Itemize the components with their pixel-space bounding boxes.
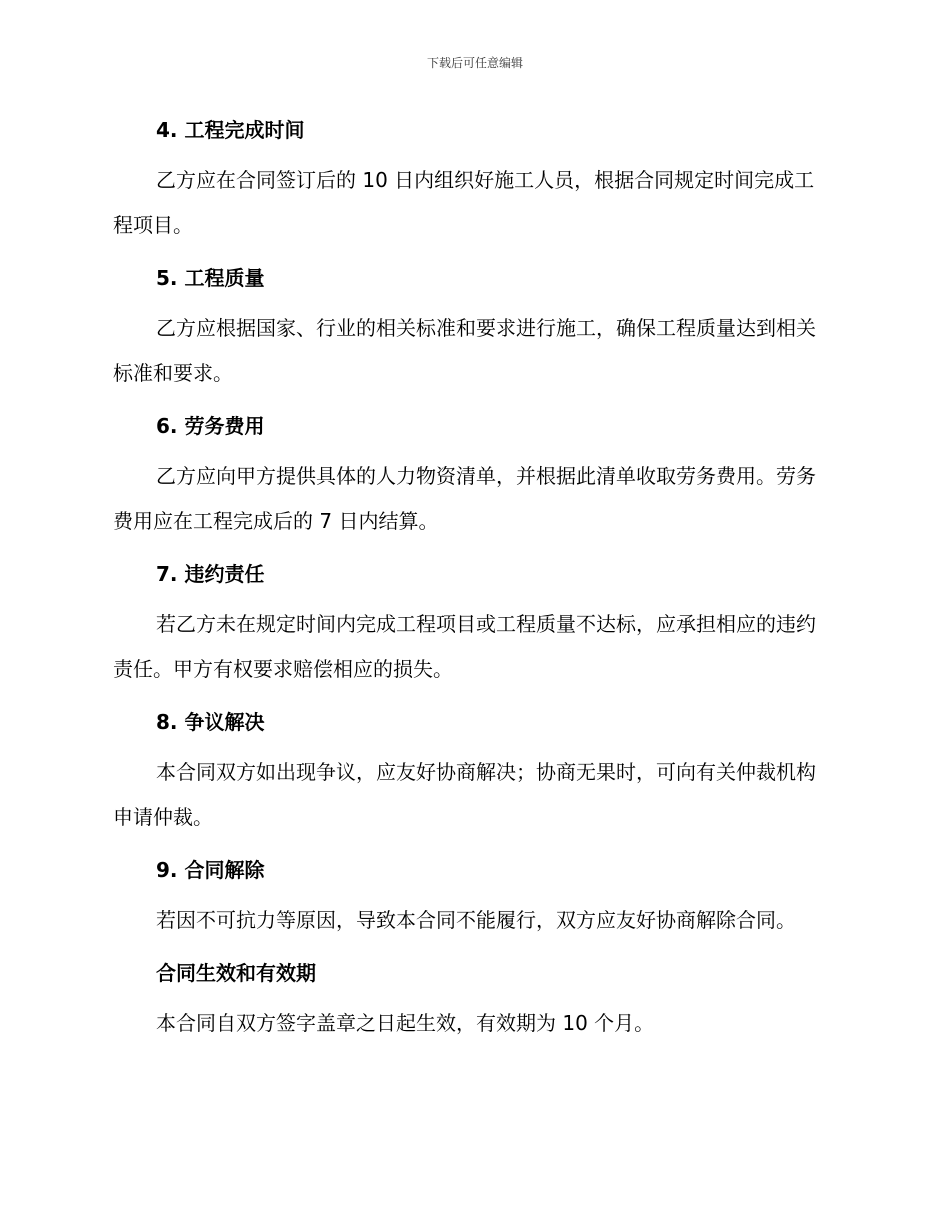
document-content (113, 110, 833, 1056)
section-heading: 5. 工程质量 (156, 266, 265, 290)
section-contract-termination (113, 850, 833, 943)
section-dispute-resolution (113, 702, 833, 840)
section-heading: 4. 工程完成时间 (156, 118, 305, 142)
section-labor-fees (113, 406, 833, 544)
section-effectiveness-validity (113, 953, 833, 1046)
section-body: 本合同自双方签字盖章之日起生效，有效期为 10 个月。 (156, 1011, 655, 1035)
section-heading: 7. 违约责任 (156, 562, 265, 586)
section-body: 若乙方未在规定时间内完成工程项目或工程质量不达标，应承担相应的违约责任。甲方有权要求赔偿相应的损失。 (113, 612, 816, 681)
section-breach-liability (113, 554, 833, 692)
section-body: 乙方应在合同签订后的 10 日内组织好施工人员，根据合同规定时间完成工程项目。 (113, 168, 815, 237)
section-body: 本合同双方如出现争议，应友好协商解决；协商无果时，可向有关仲裁机构申请仲裁。 (113, 760, 816, 829)
section-body: 乙方应根据国家、行业的相关标准和要求进行施工，确保工程质量达到相关标准和要求。 (113, 316, 816, 385)
section-heading: 9. 合同解除 (156, 858, 265, 882)
section-quality (113, 258, 833, 396)
section-completion-time (113, 110, 833, 248)
section-heading: 6. 劳务费用 (156, 414, 265, 438)
page-header: 下载后可任意编辑 (426, 56, 523, 70)
section-body: 乙方应向甲方提供具体的人力物资清单，并根据此清单收取劳务费用。劳务费用应在工程完成后的 7 日内结算。 (113, 464, 816, 533)
section-heading: 合同生效和有效期 (156, 961, 316, 985)
section-body: 若因不可抗力等原因，导致本合同不能履行，双方应友好协商解除合同。 (156, 908, 796, 932)
section-heading: 8. 争议解决 (156, 710, 265, 734)
